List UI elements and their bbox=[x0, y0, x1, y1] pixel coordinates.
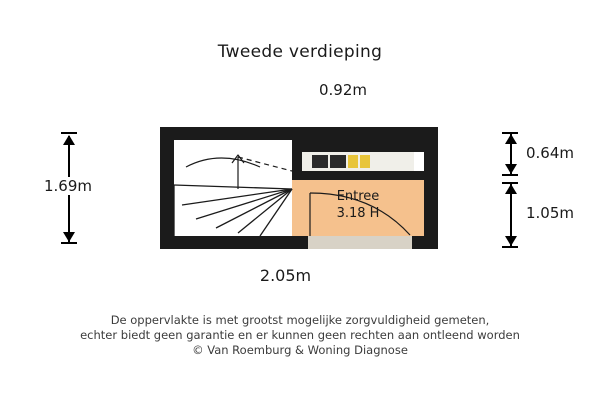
dimension-bottom bbox=[178, 266, 393, 290]
dimension-right-arrow-down-1 bbox=[505, 164, 517, 174]
page-title: Tweede verdieping bbox=[217, 42, 383, 62]
dimension-right-arrow-down-2 bbox=[505, 236, 517, 246]
dimension-top-label: 0.92m bbox=[288, 81, 398, 99]
disclaimer-line-3: © Van Roemburg & Woning Diagnose bbox=[192, 343, 408, 357]
dimension-right-top-label: 0.64m bbox=[526, 144, 575, 162]
dimension-right-bottom-label: 1.05m bbox=[526, 204, 575, 222]
room-entree-label: Entree bbox=[336, 189, 380, 204]
dimension-left-cap-bottom bbox=[61, 242, 77, 244]
disclaimer-line-1: De oppervlakte is met grootst mogelijke zorgvuldigheid gemeten, bbox=[110, 313, 490, 327]
disclaimer bbox=[0, 313, 600, 358]
dimension-right-arrow-up-2 bbox=[505, 184, 517, 194]
floorplan-drawing bbox=[160, 127, 438, 249]
dimension-right bbox=[470, 130, 590, 252]
dimension-left-arrow-down bbox=[63, 232, 75, 242]
dimension-left-arrow-up bbox=[63, 135, 75, 145]
room-entree-area: 3.18 H bbox=[336, 206, 380, 221]
dimension-right-arrow-up-1 bbox=[505, 134, 517, 144]
disclaimer-line-2: echter biedt geen garantie en er kunnen geen rechten aan ontleend worden bbox=[80, 328, 520, 342]
dimension-left-cap-top bbox=[61, 132, 77, 134]
dimension-bottom-label: 2.05m bbox=[178, 266, 393, 285]
stairs-overlay bbox=[160, 127, 438, 249]
dimension-top bbox=[288, 80, 398, 102]
dimension-left bbox=[44, 132, 130, 247]
dimension-right-cap-2 bbox=[502, 174, 518, 176]
dimension-right-cap-4 bbox=[502, 246, 518, 248]
dimension-left-label: 1.69m bbox=[44, 177, 130, 195]
